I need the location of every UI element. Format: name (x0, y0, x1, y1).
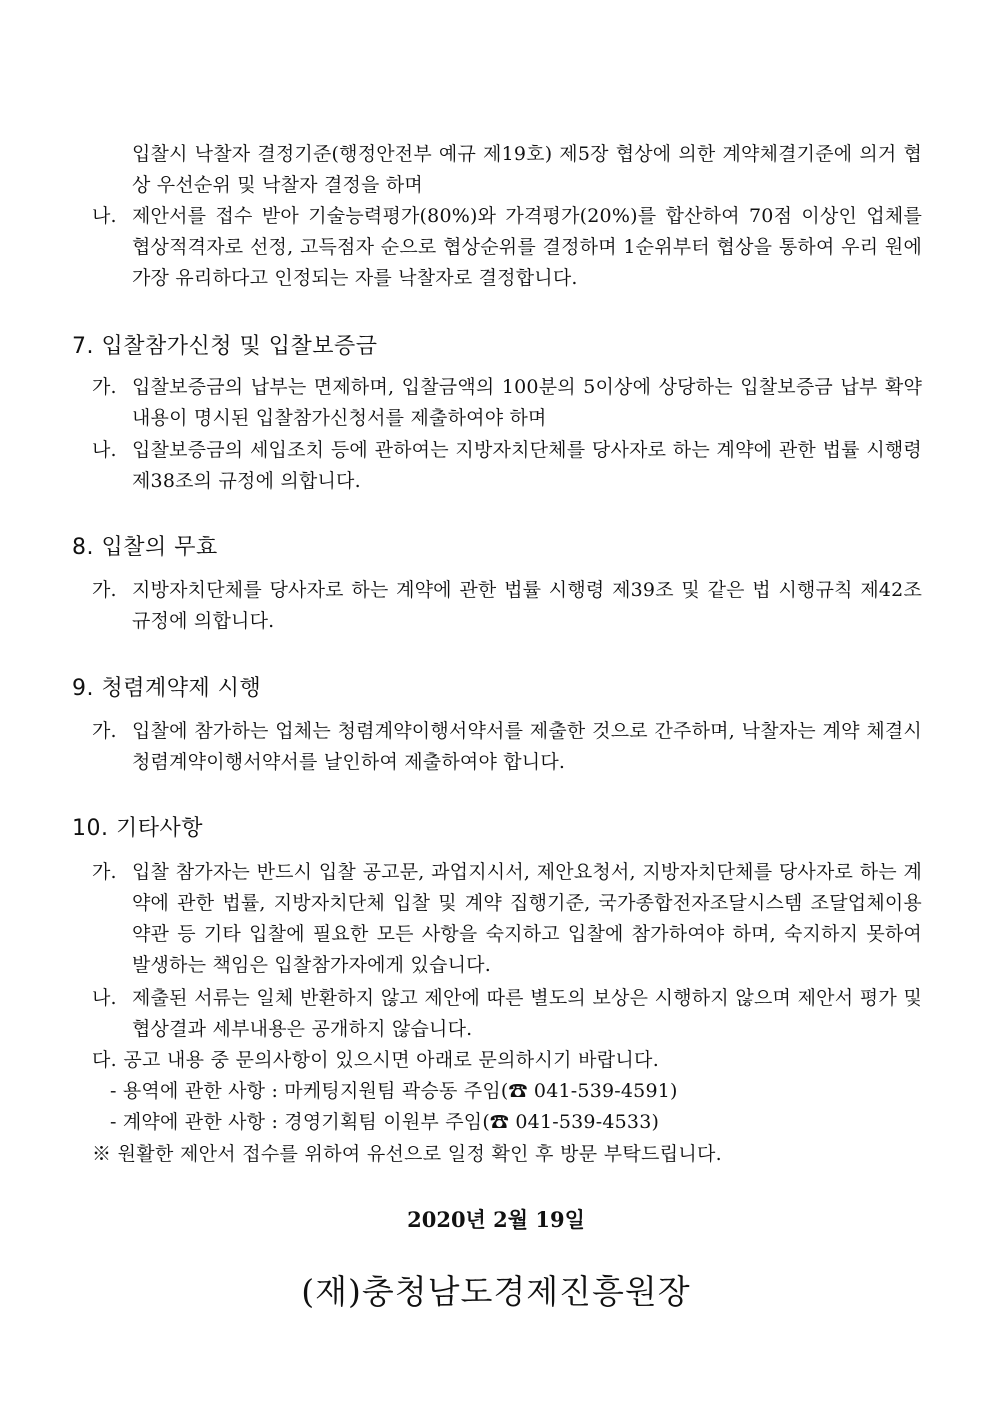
section-10-item-na (92, 983, 922, 1045)
section-9-heading: 9. 청렴계약제 시행 (72, 676, 262, 701)
visit-note: ※ 원활한 제안서 접수를 위하여 유선으로 일정 확인 후 방문 부탁드립니다. (92, 1143, 723, 1165)
section-7-heading: 7. 입찰참가신청 및 입찰보증금 (72, 334, 378, 359)
contact-service: - 용역에 관한 사항 : 마케팅지원팀 곽승동 주임(☎ 041-539-4591) (110, 1080, 678, 1102)
paragraph-continuation (132, 139, 922, 201)
item-marker: 가. (92, 861, 117, 883)
item-marker: 가. (92, 720, 117, 742)
paragraph-text: 지방자치단체를 당사자로 하는 계약에 관한 법률 시행령 제39조 및 같은 법 시행규칙 제42조 규정에 의합니다. (132, 579, 922, 632)
contact-contract: - 계약에 관한 사항 : 경영기획팀 이원부 주임(☎ 041-539-4533) (110, 1111, 660, 1133)
section-10-item-ga (92, 857, 922, 981)
paragraph-text: 입찰보증금의 납부는 면제하며, 입찰금액의 100분의 5이상에 상당하는 입찰보증금 납부 확약내용이 명시된 입찰참가신청서를 제출하여야 하며 (132, 376, 922, 429)
section-7-item-ga (92, 372, 922, 434)
item-marker: 가. (92, 579, 117, 601)
paragraph-text: 입찰보증금의 세입조치 등에 관하여는 지방자치단체를 당사자로 하는 계약에 관한 법률 시행령 제38조의 규정에 의합니다. (132, 439, 922, 492)
document-date: 2020년 2월 19일 (407, 1207, 585, 1232)
item-marker: 가. (92, 376, 117, 398)
section-8-heading: 8. 입찰의 무효 (72, 535, 218, 560)
paragraph-text: 입찰시 낙찰자 결정기준(행정안전부 예규 제19호) 제5장 협상에 의한 계약체결기준에 의거 협상 우선순위 및 낙찰자 결정을 하며 (132, 143, 922, 196)
section-8-item-ga (92, 575, 922, 637)
section-10-heading: 10. 기타사항 (72, 816, 203, 841)
paragraph-text: 제안서를 접수 받아 기술능력평가(80%)와 가격평가(20%)를 합산하여 70점 이상인 업체를 협상적격자로 선정, 고득점자 순으로 협상순위를 결정하며 1순위부터 협상을 통하여 우리 원에 가장 유리하다고 인정되는 자를 낙찰자로 결정합니다. (132, 205, 922, 289)
paragraph-text: 입찰 참가자는 반드시 입찰 공고문, 과업지시서, 제안요청서, 지방자치단체를 당사자로 하는 계약에 관한 법률, 지방자치단체 입찰 및 계약 집행기준, 국가종합전자조달시스템 조달업체이용약관 등 기타 입찰에 필요한 모든 사항을 숙지하고 입찰에 참가하여야 하며, 숙지하지 못하여 발생하는 책임은 입찰참가자에게 있습니다. (132, 861, 922, 976)
section-7-item-na (92, 435, 922, 497)
paragraph-text: 제출된 서류는 일체 반환하지 않고 제안에 따른 별도의 보상은 시행하지 않으며 제안서 평가 및 협상결과 세부내용은 공개하지 않습니다. (132, 987, 922, 1040)
issuing-organization: (재)충청남도경제진흥원장 (301, 1272, 691, 1311)
section-9-item-ga (92, 716, 922, 778)
item-marker: 나. (92, 439, 117, 461)
item-marker: 나. (92, 987, 117, 1009)
item-marker: 나. (92, 205, 117, 227)
paragraph-text: 입찰에 참가하는 업체는 청렴계약이행서약서를 제출한 것으로 간주하며, 낙찰자는 계약 체결시 청렴계약이행서약서를 날인하여 제출하여야 합니다. (132, 720, 922, 773)
paragraph-na (92, 201, 922, 294)
section-10-item-da: 다. 공고 내용 중 문의사항이 있으시면 아래로 문의하시기 바랍니다. (92, 1049, 660, 1071)
